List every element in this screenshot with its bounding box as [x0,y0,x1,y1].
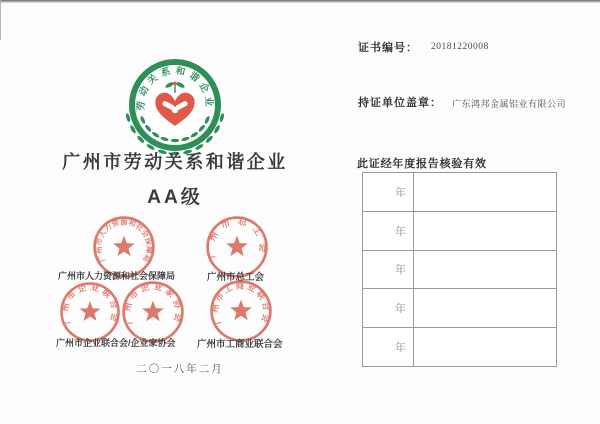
table-row [363,327,556,366]
seal-label-industry-commerce: 广州市工商业联合会 [197,339,283,350]
table-row [363,211,556,250]
table-row [363,250,556,289]
svg-text:广州市总工会: 广州市总工会 [205,215,269,260]
holder-seal-label: 持证单位盖章： [358,97,442,109]
verification-heading: 此证经年度报告核验有效 [357,158,487,170]
year-cell: 年 [363,289,414,327]
blank-cell [414,289,556,327]
blank-cell [414,212,556,250]
table-row [363,288,556,327]
certificate-grade: AA级 [147,187,203,208]
seal-label-hr-bureau: 广州市人力资源和社会保障局 [58,271,176,281]
table-row [363,173,556,211]
holder-name-value: 广东鸿邦金属铝业有限公司 [452,99,567,109]
logo-arc-text: 劳动关系和谐企业 [135,65,215,111]
svg-text:广州市企业联合会: 广州市企业联合会 [59,281,121,326]
annual-verification-table [362,172,557,367]
blank-cell [414,328,556,366]
harmony-enterprise-logo [123,53,227,157]
scan-edge-left [0,0,1,40]
year-cell: 年 [363,251,414,289]
issue-date: 二〇一八年二月 [136,363,224,375]
seal-label-enterprise-federation: 广州市企业联合会/企业家协会 [56,338,176,348]
svg-text:广州市企业家协会: 广州市企业家协会 [121,280,185,326]
blank-cell [414,173,556,211]
svg-text:广州市人力资源和社会保障局: 广州市人力资源和社会保障局 [94,217,154,264]
seal-industry-commerce-federation [208,278,274,344]
year-cell: 年 [363,212,414,250]
scan-edge-top [0,0,600,3]
year-cell: 年 [363,173,414,211]
seal-enterprise-federation [58,280,122,344]
cert-number-value: 20181220008 [431,42,489,52]
certificate-title: 广州市劳动关系和谐企业 [62,152,288,172]
cert-number-label: 证书编号： [358,42,418,54]
svg-text:广州市工商业联合会: 广州市工商业联合会 [209,280,273,327]
year-cell: 年 [363,328,414,366]
seal-label-trade-unions: 广州市总工会 [207,272,265,283]
blank-cell [414,251,556,289]
